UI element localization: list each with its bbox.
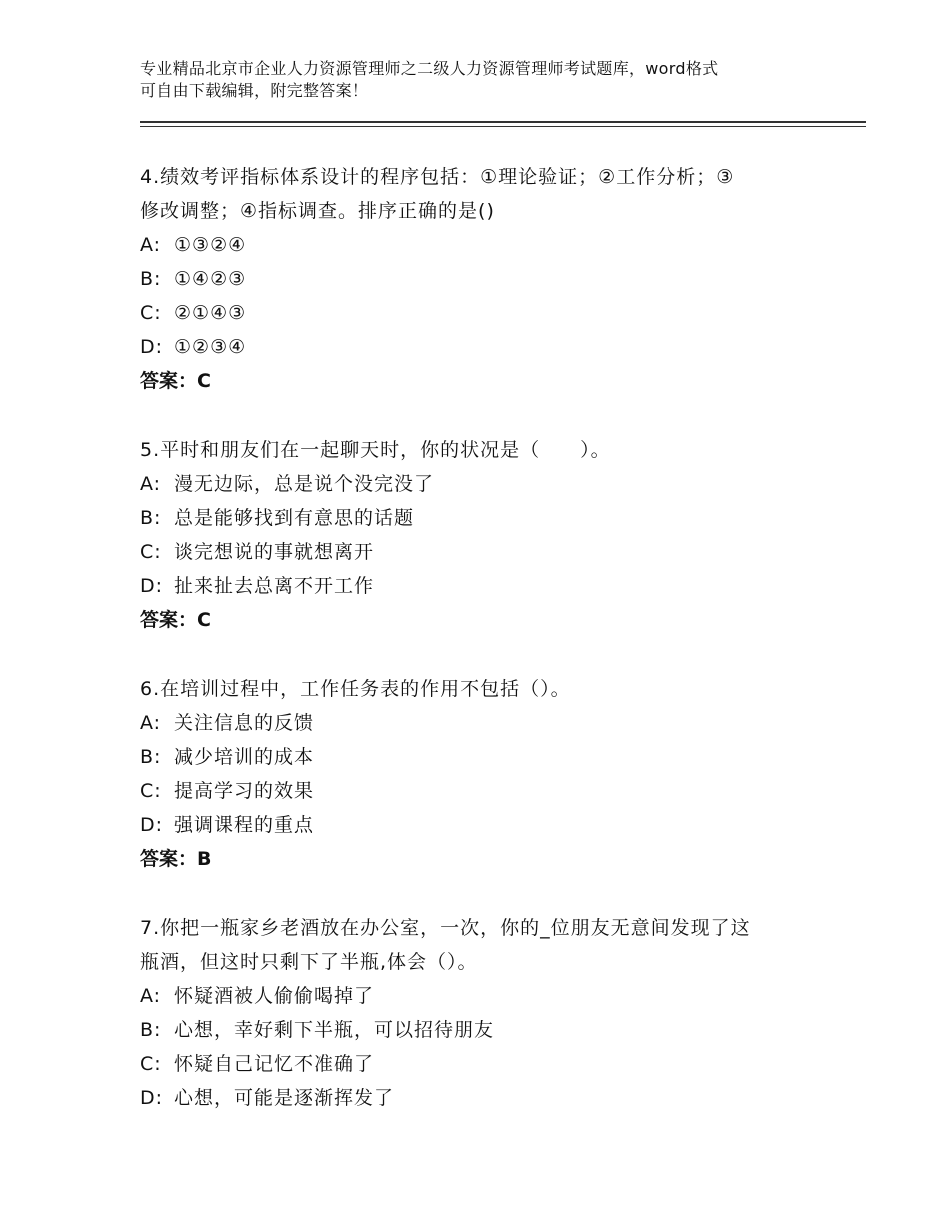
option-text: 扯来扯去总离不开工作: [174, 575, 375, 597]
option-c: [140, 296, 820, 330]
question-stem-line: 瓶酒，但这时只剩下了半瓶,体会（）。: [140, 951, 478, 973]
option-d: [140, 330, 820, 364]
answer-line: 答案：C: [140, 370, 211, 392]
question-6: [140, 672, 820, 876]
option-b: [140, 740, 820, 774]
option-c: [140, 1047, 820, 1081]
option-letter: C:: [140, 1053, 162, 1075]
question-stem-line: 6.在培训过程中，工作任务表的作用不包括（）。: [140, 678, 571, 700]
option-text: 强调课程的重点: [174, 814, 315, 836]
document-header: [140, 58, 830, 102]
question-stem-line: 修改调整；④指标调查。排序正确的是(): [140, 200, 495, 222]
option-letter: A:: [140, 712, 162, 734]
answer-line: 答案：C: [140, 609, 211, 631]
option-letter: C:: [140, 541, 162, 563]
option-text: ①④②③: [174, 268, 247, 290]
option-a: [140, 979, 820, 1013]
option-letter: B:: [140, 1019, 162, 1041]
option-a: [140, 228, 820, 262]
option-letter: B:: [140, 268, 162, 290]
option-c: [140, 774, 820, 808]
header-divider-thin: [140, 126, 866, 127]
question-stem-line: 4.绩效考评指标体系设计的程序包括：①理论验证；②工作分析；③: [140, 166, 735, 188]
option-letter: D:: [140, 1087, 164, 1109]
option-c: [140, 535, 820, 569]
option-b: [140, 1013, 820, 1047]
question-stem-line: 5.平时和朋友们在一起聊天时，你的状况是（ ）。: [140, 439, 611, 461]
option-text: 怀疑自己记忆不准确了: [174, 1053, 375, 1075]
option-text: 漫无边际，总是说个没完没了: [174, 473, 435, 495]
option-letter: D:: [140, 336, 164, 358]
option-a: [140, 467, 820, 501]
option-letter: C:: [140, 302, 162, 324]
option-text: ②①④③: [174, 302, 247, 324]
option-letter: B:: [140, 746, 162, 768]
option-text: 总是能够找到有意思的话题: [174, 507, 415, 529]
option-text: 谈完想说的事就想离开: [174, 541, 375, 563]
option-letter: A:: [140, 234, 162, 256]
option-text: 减少培训的成本: [174, 746, 315, 768]
option-d: [140, 808, 820, 842]
option-b: [140, 262, 820, 296]
question-5: [140, 433, 820, 637]
option-b: [140, 501, 820, 535]
header-line-1: 专业精品北京市企业人力资源管理师之二级人力资源管理师考试题库，word格式: [140, 59, 719, 78]
option-text: 心想，幸好剩下半瓶，可以招待朋友: [174, 1019, 495, 1041]
option-text: 关注信息的反馈: [174, 712, 315, 734]
option-text: ①③②④: [174, 234, 247, 256]
option-d: [140, 1081, 820, 1115]
option-a: [140, 706, 820, 740]
option-letter: A:: [140, 473, 162, 495]
question-4: [140, 160, 820, 398]
question-stem-line: 7.你把一瓶家乡老酒放在办公室，一次，你的_位朋友无意间发现了这: [140, 917, 751, 939]
option-d: [140, 569, 820, 603]
option-text: ①②③④: [174, 336, 247, 358]
option-text: 怀疑酒被人偷偷喝掉了: [174, 985, 375, 1007]
header-line-2: 可自由下载编辑，附完整答案！: [140, 81, 369, 100]
option-letter: D:: [140, 575, 164, 597]
question-7: [140, 911, 820, 1115]
option-text: 提高学习的效果: [174, 780, 315, 802]
option-letter: D:: [140, 814, 164, 836]
header-divider-thick: [140, 121, 866, 123]
option-text: 心想，可能是逐渐挥发了: [174, 1087, 395, 1109]
option-letter: A:: [140, 985, 162, 1007]
answer-line: 答案：B: [140, 848, 212, 870]
option-letter: B:: [140, 507, 162, 529]
option-letter: C:: [140, 780, 162, 802]
